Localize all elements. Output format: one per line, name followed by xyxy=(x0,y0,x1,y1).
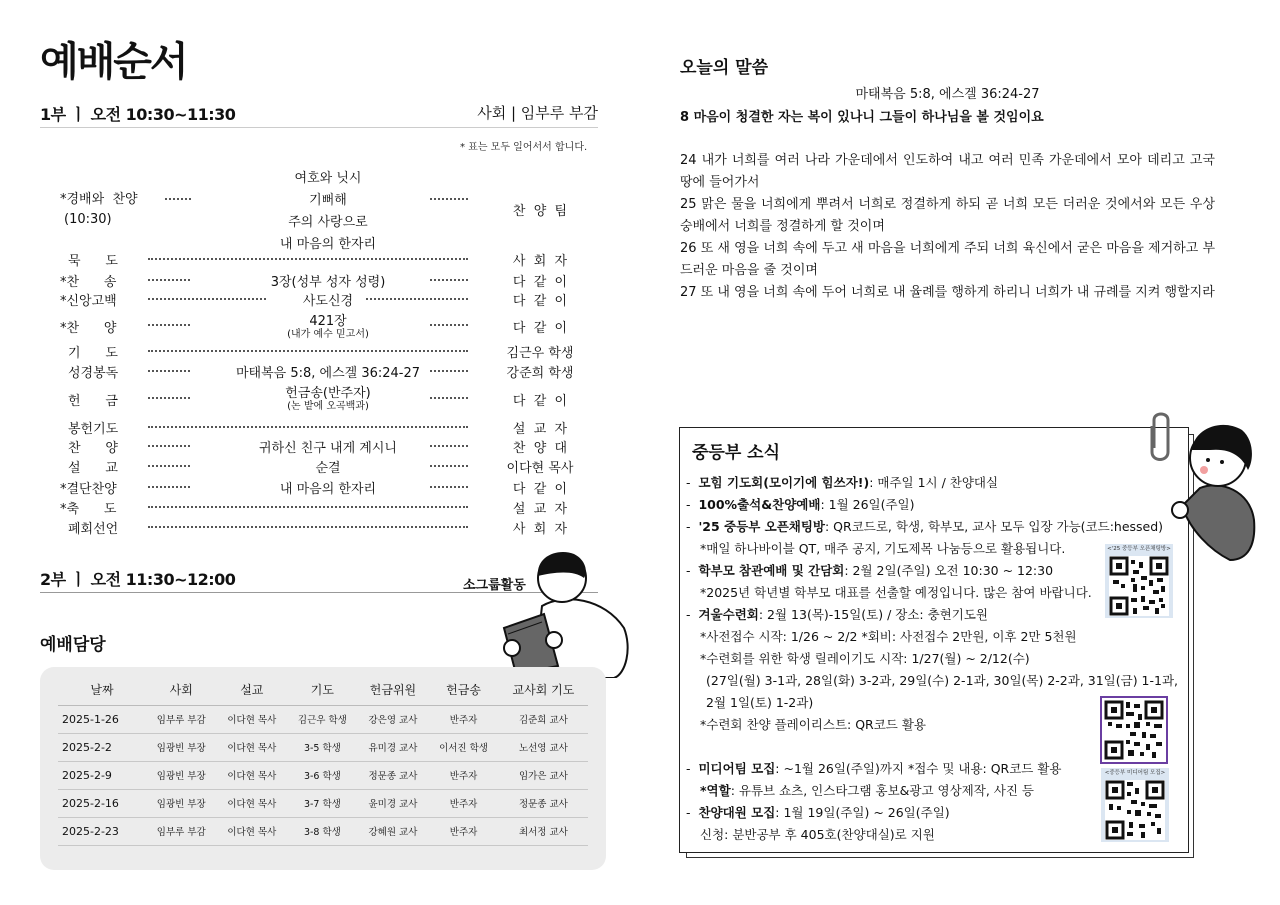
news-heading: 중등부 소식 xyxy=(692,443,781,463)
verse: 24 내가 너희를 여러 나라 가운데에서 인도하여 내고 여러 민족 가운데에서 모아 데리고 고국 땅에 들어가서 xyxy=(680,153,1215,190)
qr-code-playlist[interactable] xyxy=(1100,696,1168,764)
scripture-body xyxy=(680,150,1215,304)
page-title: 예배순서 xyxy=(40,39,187,85)
verse: 27 또 내 영을 너희 속에 두어 너희로 내 율례를 행하게 하리니 너희가 내 규례를 지켜 행할지라 xyxy=(680,285,1215,300)
table-row: 2025-2-23 임부루 부감 이다현 목사 3-8 학생 강혜원 교사 반주자 최서정 교사 xyxy=(58,817,588,845)
list-item: - 미디어팀 모집: ~1월 26일(주일)까지 *접수 및 내용: QR코드 활용 xyxy=(686,761,1062,776)
col-header: 교사회 기도 xyxy=(499,675,588,705)
duty-table xyxy=(58,675,588,846)
qr-code-icon xyxy=(1105,554,1173,618)
part1-leader: 사회 | 임부루 부감 xyxy=(477,104,598,122)
list-item: - 학부모 참관예배 및 간담회: 2월 2일(주일) 오전 10:30 ~ 12:30 xyxy=(686,563,1054,578)
word-heading: 오늘의 말씀 xyxy=(680,58,769,78)
reading-person-illustration xyxy=(494,548,634,678)
list-subitem: *역할: 유튜브 쇼츠, 인스타그램 홍보&광고 영상제작, 사진 등 xyxy=(700,783,1034,798)
news-card xyxy=(679,427,1189,853)
table-row: 2025-2-9 임광빈 부장 이다현 목사 3-6 학생 정문종 교사 반주자 임가은 교사 xyxy=(58,761,588,789)
list-subitem: (27일(월) 3-1과, 28일(화) 3-2과, 29일(수) 2-1과, 30일(목) 2-2과, 31일(금) 1-1과, xyxy=(706,673,1179,688)
list-item: - 겨울수련회: 2월 13(목)-15일(토) / 장소: 충현기도원 xyxy=(686,607,988,622)
table-row: 2025-2-16 임광빈 부장 이다현 목사 3-7 학생 윤미경 교사 반주자 정문종 교사 xyxy=(58,789,588,817)
part2-label: 2부 ㅣ 오전 11:30~12:00 xyxy=(40,570,236,589)
standing-note: * 표는 모두 일어서서 합니다. xyxy=(460,142,588,153)
qr-code-media-team[interactable]: <중등부 미디어팀 모집> xyxy=(1101,768,1169,842)
list-subitem: *수련회 찬양 플레이리스트: QR코드 활용 xyxy=(700,717,927,732)
col-header: 날짜 xyxy=(58,675,146,705)
list-item: - '25 중등부 오픈채팅방: QR코드로, 학생, 학부모, 교사 모두 입장 가능(코드:hessed) xyxy=(686,519,1164,534)
col-header: 설교 xyxy=(217,675,288,705)
list-subitem: 2월 1일(토) 1-2과) xyxy=(706,695,814,710)
col-header: 헌금송 xyxy=(428,675,499,705)
table-row: 2025-1-26 임부루 부감 이다현 목사 김근우 학생 강은영 교사 반주자 김준희 교사 xyxy=(58,705,588,733)
duty-heading: 예배담당 xyxy=(40,635,106,655)
qr-code-icon xyxy=(1102,698,1166,762)
list-item: - 찬양대원 모집: 1월 19일(주일) ~ 26일(주일) xyxy=(686,805,950,820)
list-item: - 100%출석&찬양예배: 1월 26일(주일) xyxy=(686,497,915,512)
verse: 25 맑은 물을 너희에게 뿌려서 너희로 정결하게 하되 곧 너희 모든 더러운 것에서와 모든 우상 숭배에서 너희를 정결하게 할 것이며 xyxy=(680,197,1215,234)
col-header: 기도 xyxy=(287,675,358,705)
part1-label: 1부 ㅣ 오전 10:30~11:30 xyxy=(40,105,236,124)
qr-code-icon xyxy=(1101,778,1169,842)
list-subitem: *2025년 학년별 학부모 대표를 선출할 예정입니다. 많은 참여 바랍니다. xyxy=(700,585,1092,600)
small-group-label: 소그룹활동 xyxy=(463,578,526,593)
list-item: - 모힘 기도회(모이기에 힘쓰자!): 매주일 1시 / 찬양대실 xyxy=(686,475,999,490)
scripture-reference: 마태복음 5:8, 에스겔 36:24-27 xyxy=(855,87,1040,102)
scripture-lead-verse: 8 마음이 청결한 자는 복이 있나니 그들이 하나님을 볼 것임이요 xyxy=(680,110,1044,125)
col-header: 사회 xyxy=(146,675,217,705)
table-row: 2025-2-2 임광빈 부장 이다현 목사 3-5 학생 유미경 교사 이서진 학생 노선영 교사 xyxy=(58,733,588,761)
table-header-row xyxy=(58,675,588,705)
list-subitem: *매일 하나바이블 QT, 매주 공지, 기도제목 나눔등으로 활용됩니다. xyxy=(700,541,1066,556)
qr-code-open-chat[interactable]: <'25 중등부 오픈채팅방> xyxy=(1105,544,1173,618)
list-subitem: *사전접수 시작: 1/26 ~ 2/2 *회비: 사전접수 2만원, 이후 2만 5천원 xyxy=(700,629,1077,644)
list-subitem: 신청: 분반공부 후 405호(찬양대실)로 지원 xyxy=(700,827,935,842)
col-header: 헌금위원 xyxy=(358,675,429,705)
list-subitem: *수련회를 위한 학생 릴레이기도 시작: 1/27(월) ~ 2/12(수) xyxy=(700,651,1030,666)
part1-header xyxy=(40,102,598,128)
duty-table-box xyxy=(40,667,606,870)
peeking-person-illustration xyxy=(1170,420,1260,570)
verse: 26 또 새 영을 너희 속에 두고 새 마음을 너희에게 주되 너희 육신에서 굳은 마음을 제거하고 부드러운 마음을 줄 것이며 xyxy=(680,241,1215,278)
